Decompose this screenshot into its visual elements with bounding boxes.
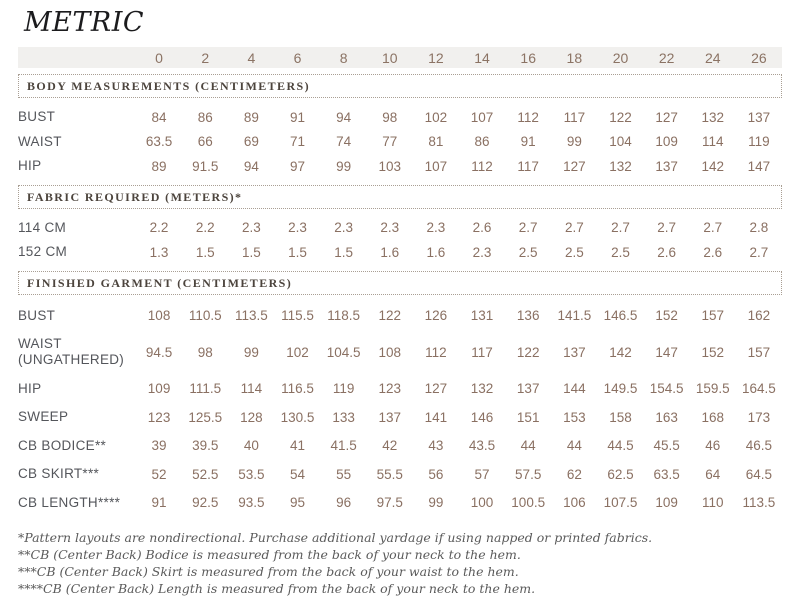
value-cell: 99 bbox=[243, 344, 259, 360]
value-cell: 1.6 bbox=[426, 244, 446, 260]
value-cell: 108 bbox=[378, 344, 402, 360]
size-column-header: 20 bbox=[597, 47, 643, 68]
row-label: BUST bbox=[18, 109, 56, 124]
value-cell: 104.5 bbox=[326, 344, 361, 360]
section-heading-row bbox=[18, 68, 782, 105]
value-cell: 57.5 bbox=[515, 466, 542, 482]
value-cell: 62 bbox=[566, 466, 582, 482]
value-cell: 137 bbox=[563, 344, 586, 360]
value-cell: 117 bbox=[517, 158, 539, 174]
value-cell: 63.5 bbox=[145, 134, 173, 149]
value-cell: 144 bbox=[563, 381, 586, 396]
value-cell: 2.6 bbox=[703, 244, 723, 260]
table-row bbox=[18, 489, 782, 518]
value-cell: 103 bbox=[378, 158, 402, 174]
value-cell: 53.5 bbox=[238, 466, 265, 482]
header-corner-cell bbox=[18, 47, 136, 68]
size-table bbox=[18, 47, 782, 517]
table-row bbox=[18, 105, 782, 130]
row-label: 114 CM bbox=[18, 219, 67, 235]
value-cell: 152 bbox=[655, 308, 678, 323]
page-title: METRIC bbox=[24, 7, 145, 38]
value-cell: 110 bbox=[701, 495, 724, 510]
row-label: SWEEP bbox=[18, 409, 69, 424]
value-cell: 109 bbox=[147, 381, 171, 396]
row-label: WAIST bbox=[18, 133, 62, 149]
value-cell: 2.3 bbox=[472, 244, 492, 260]
value-cell: 168 bbox=[701, 409, 725, 425]
value-cell: 123 bbox=[147, 409, 171, 425]
value-cell: 64.5 bbox=[745, 466, 773, 482]
footnote: ****CB (Center Back) Length is measured from the back of your neck to the hem. bbox=[18, 581, 536, 596]
value-cell: 95 bbox=[289, 495, 305, 510]
value-cell: 39.5 bbox=[192, 438, 219, 453]
size-column-header: 10 bbox=[367, 47, 413, 68]
value-cell: 98 bbox=[382, 109, 398, 125]
value-cell: 153 bbox=[563, 409, 586, 425]
value-cell: 142 bbox=[701, 158, 725, 174]
section-heading-row bbox=[18, 179, 782, 216]
value-cell: 149.5 bbox=[603, 381, 638, 396]
table-row bbox=[18, 130, 782, 155]
value-cell: 98 bbox=[197, 344, 213, 360]
value-cell: 2.6 bbox=[472, 220, 492, 235]
value-cell: 107.5 bbox=[603, 495, 638, 510]
value-cell: 107 bbox=[424, 158, 448, 174]
value-cell: 66 bbox=[197, 134, 213, 149]
table-row bbox=[18, 375, 782, 404]
section-heading-row bbox=[18, 265, 782, 302]
value-cell: 94 bbox=[336, 109, 352, 125]
value-cell: 133 bbox=[332, 409, 355, 425]
value-cell: 2.7 bbox=[518, 220, 538, 235]
value-cell: 119 bbox=[332, 381, 355, 396]
value-cell: 81 bbox=[428, 134, 444, 149]
value-cell: 41.5 bbox=[330, 438, 357, 453]
value-cell: 41 bbox=[289, 438, 305, 453]
value-cell: 104 bbox=[609, 134, 632, 149]
value-cell: 100.5 bbox=[511, 495, 546, 510]
value-cell: 97 bbox=[289, 158, 305, 174]
value-cell: 44 bbox=[566, 438, 582, 453]
value-cell: 109 bbox=[655, 134, 678, 149]
value-cell: 114 bbox=[240, 381, 263, 396]
value-cell: 102 bbox=[286, 344, 309, 360]
value-cell: 91.5 bbox=[192, 158, 219, 174]
table-row bbox=[18, 154, 782, 179]
row-label: HIP bbox=[18, 380, 42, 396]
value-cell: 1.3 bbox=[149, 244, 169, 260]
table-row bbox=[18, 432, 782, 461]
value-cell: 113.5 bbox=[742, 495, 776, 510]
value-cell: 86 bbox=[474, 134, 490, 149]
value-cell: 69 bbox=[243, 134, 259, 149]
value-cell: 1.5 bbox=[195, 244, 215, 260]
value-cell: 137 bbox=[655, 158, 678, 174]
value-cell: 45.5 bbox=[653, 438, 680, 453]
value-cell: 52.5 bbox=[192, 466, 219, 482]
row-label: BUST bbox=[18, 307, 56, 323]
value-cell: 131 bbox=[470, 308, 494, 323]
value-cell: 46 bbox=[705, 438, 721, 453]
value-cell: 132 bbox=[609, 158, 632, 174]
value-cell: 2.7 bbox=[611, 220, 630, 235]
value-cell: 89 bbox=[243, 109, 259, 125]
value-cell: 112 bbox=[425, 344, 447, 360]
value-cell: 62.5 bbox=[607, 466, 634, 482]
value-cell: 57 bbox=[474, 466, 490, 482]
value-cell: 113.5 bbox=[234, 308, 268, 323]
value-cell: 86 bbox=[197, 109, 213, 125]
value-cell: 43.5 bbox=[468, 438, 496, 453]
value-cell: 132 bbox=[470, 381, 494, 396]
value-cell: 109 bbox=[655, 495, 678, 510]
value-cell: 84 bbox=[151, 109, 167, 125]
value-cell: 116.5 bbox=[281, 381, 314, 396]
row-label: CB LENGTH**** bbox=[18, 494, 121, 510]
value-cell: 56 bbox=[428, 466, 444, 482]
value-cell: 119 bbox=[748, 134, 770, 149]
value-cell: 112 bbox=[471, 158, 493, 174]
value-cell: 112 bbox=[517, 109, 539, 125]
value-cell: 2.3 bbox=[334, 220, 354, 235]
value-cell: 94.5 bbox=[145, 344, 173, 360]
value-cell: 63.5 bbox=[653, 466, 680, 482]
size-column-header: 6 bbox=[274, 47, 320, 68]
value-cell: 163 bbox=[655, 409, 678, 425]
value-cell: 117 bbox=[471, 344, 493, 360]
value-cell: 173 bbox=[747, 409, 771, 425]
value-cell: 99 bbox=[336, 158, 352, 174]
value-cell: 2.3 bbox=[241, 220, 261, 235]
value-cell: 110.5 bbox=[188, 308, 222, 323]
value-cell: 162 bbox=[747, 308, 771, 323]
value-cell: 130.5 bbox=[280, 409, 315, 425]
value-cell: 42 bbox=[382, 438, 398, 453]
value-cell: 97.5 bbox=[376, 495, 403, 510]
value-cell: 43 bbox=[428, 438, 444, 453]
size-column-header: 12 bbox=[413, 47, 459, 68]
value-cell: 137 bbox=[747, 109, 771, 125]
value-cell: 2.7 bbox=[564, 220, 584, 235]
value-cell: 40 bbox=[243, 438, 259, 453]
value-cell: 2.3 bbox=[426, 220, 446, 235]
value-cell: 117 bbox=[563, 109, 586, 125]
value-cell: 39 bbox=[151, 438, 167, 453]
size-column-header: 26 bbox=[736, 47, 782, 68]
value-cell: 159.5 bbox=[695, 381, 730, 396]
value-cell: 71 bbox=[289, 134, 305, 149]
value-cell: 127 bbox=[424, 381, 448, 396]
value-cell: 158 bbox=[609, 409, 632, 425]
size-column-header: 14 bbox=[459, 47, 505, 68]
value-cell: 114 bbox=[701, 134, 724, 149]
value-cell: 1.5 bbox=[334, 244, 354, 260]
value-cell: 137 bbox=[378, 409, 402, 425]
value-cell: 2.5 bbox=[564, 244, 584, 260]
value-cell: 1.5 bbox=[241, 244, 261, 260]
value-cell: 1.5 bbox=[288, 244, 307, 260]
value-cell: 74 bbox=[336, 134, 352, 149]
row-label: CB SKIRT*** bbox=[18, 466, 100, 481]
value-cell: 146.5 bbox=[603, 308, 638, 323]
value-cell: 46.5 bbox=[745, 438, 773, 453]
value-cell: 92.5 bbox=[192, 495, 219, 510]
value-cell: 2.2 bbox=[149, 220, 169, 235]
footnote: *Pattern layouts are nondirectional. Purchase additional yardage if using napped or printed fabrics. bbox=[18, 530, 653, 545]
size-column-header: 22 bbox=[644, 47, 690, 68]
table-row bbox=[18, 302, 782, 331]
size-column-header: 18 bbox=[551, 47, 597, 68]
size-column-header: 4 bbox=[228, 47, 274, 68]
value-cell: 127 bbox=[655, 109, 678, 125]
size-column-header: 2 bbox=[182, 47, 228, 68]
value-cell: 96 bbox=[336, 495, 352, 510]
table-row bbox=[18, 216, 782, 241]
value-cell: 151 bbox=[516, 409, 540, 425]
value-cell: 146 bbox=[470, 409, 494, 425]
footnotes bbox=[18, 530, 800, 597]
table-row bbox=[18, 460, 782, 489]
value-cell: 2.8 bbox=[749, 220, 769, 235]
value-cell: 2.5 bbox=[611, 244, 630, 260]
value-cell: 132 bbox=[701, 109, 725, 125]
value-cell: 157 bbox=[747, 344, 771, 360]
value-cell: 115.5 bbox=[281, 308, 314, 323]
value-cell: 77 bbox=[382, 134, 398, 149]
value-cell: 64 bbox=[705, 466, 721, 482]
value-cell: 122 bbox=[516, 344, 540, 360]
value-cell: 127 bbox=[563, 158, 586, 174]
row-label: 152 CM bbox=[18, 244, 68, 259]
value-cell: 164.5 bbox=[742, 381, 776, 396]
value-cell: 94 bbox=[243, 158, 259, 174]
value-cell: 111.5 bbox=[189, 381, 222, 396]
value-cell: 142 bbox=[609, 344, 632, 360]
value-cell: 122 bbox=[378, 308, 402, 323]
value-cell: 44.5 bbox=[607, 438, 634, 453]
value-cell: 136 bbox=[516, 308, 540, 323]
size-column-header: 24 bbox=[690, 47, 736, 68]
value-cell: 147 bbox=[747, 158, 771, 174]
table-row bbox=[18, 330, 782, 375]
value-cell: 89 bbox=[151, 158, 167, 174]
value-cell: 2.7 bbox=[657, 220, 676, 235]
size-column-header: 16 bbox=[505, 47, 551, 68]
table-row bbox=[18, 240, 782, 265]
row-label: WAIST (UNGATHERED) bbox=[18, 336, 125, 367]
value-cell: 102 bbox=[424, 109, 448, 125]
value-cell: 122 bbox=[609, 109, 632, 125]
value-cell: 2.5 bbox=[518, 244, 538, 260]
value-cell: 2.7 bbox=[703, 220, 723, 235]
value-cell: 93.5 bbox=[238, 495, 265, 510]
section-heading: BODY MEASUREMENTS (CENTIMETERS) bbox=[18, 74, 782, 98]
value-cell: 157 bbox=[701, 308, 725, 323]
value-cell: 52 bbox=[151, 466, 167, 482]
value-cell: 107 bbox=[470, 109, 494, 125]
value-cell: 125.5 bbox=[188, 409, 223, 425]
value-cell: 2.3 bbox=[288, 220, 307, 235]
value-cell: 118.5 bbox=[327, 308, 361, 323]
table-row bbox=[18, 403, 782, 432]
value-cell: 100 bbox=[470, 495, 494, 510]
value-cell: 55 bbox=[336, 466, 352, 482]
value-cell: 137 bbox=[516, 381, 540, 396]
value-cell: 2.3 bbox=[380, 220, 400, 235]
row-label: HIP bbox=[18, 158, 42, 173]
value-cell: 91 bbox=[289, 109, 305, 125]
value-cell: 123 bbox=[378, 381, 402, 396]
size-column-header: 8 bbox=[321, 47, 367, 68]
value-cell: 2.6 bbox=[657, 244, 676, 260]
value-cell: 141 bbox=[424, 409, 448, 425]
value-cell: 99 bbox=[566, 134, 582, 149]
section-heading: FABRIC REQUIRED (METERS)* bbox=[18, 185, 782, 209]
value-cell: 99 bbox=[428, 495, 444, 510]
value-cell: 2.2 bbox=[195, 220, 215, 235]
value-cell: 141.5 bbox=[557, 308, 592, 323]
value-cell: 1.6 bbox=[380, 244, 400, 260]
section-heading: FINISHED GARMENT (CENTIMETERS) bbox=[18, 271, 782, 295]
value-cell: 152 bbox=[701, 344, 725, 360]
value-cell: 147 bbox=[655, 344, 678, 360]
value-cell: 91 bbox=[520, 134, 536, 149]
value-cell: 44 bbox=[520, 438, 536, 453]
row-label: CB BODICE** bbox=[18, 437, 107, 453]
value-cell: 154.5 bbox=[649, 381, 684, 396]
size-header-row bbox=[18, 47, 782, 68]
size-column-header: 0 bbox=[136, 47, 182, 68]
value-cell: 2.7 bbox=[749, 244, 769, 260]
value-cell: 91 bbox=[151, 495, 167, 510]
value-cell: 128 bbox=[240, 409, 263, 425]
value-cell: 126 bbox=[424, 308, 448, 323]
footnote: **CB (Center Back) Bodice is measured from the back of your neck to the hem. bbox=[18, 547, 521, 562]
value-cell: 55.5 bbox=[376, 466, 403, 482]
value-cell: 54 bbox=[289, 466, 305, 482]
value-cell: 106 bbox=[563, 495, 586, 510]
footnote: ***CB (Center Back) Skirt is measured from the back of your waist to the hem. bbox=[18, 564, 519, 579]
value-cell: 108 bbox=[147, 308, 171, 323]
